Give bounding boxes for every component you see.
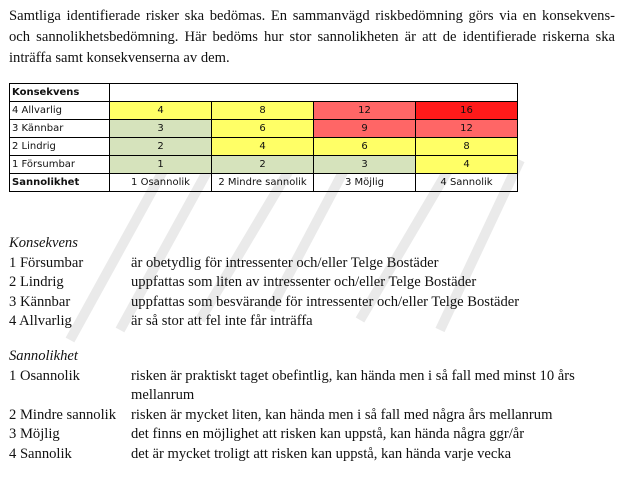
matrix-cell: 3 xyxy=(314,156,416,174)
definition-term: 4 Sannolik xyxy=(9,445,72,462)
konsekvens-section xyxy=(9,234,611,332)
matrix-cell: 3 xyxy=(110,120,212,138)
matrix-cell: 8 xyxy=(416,138,518,156)
sannolikhet-section xyxy=(9,347,611,465)
list-item xyxy=(9,445,611,465)
matrix-cell: 4 xyxy=(212,138,314,156)
matrix-cell: 2 xyxy=(110,138,212,156)
matrix-cell: 6 xyxy=(314,138,416,156)
sannolikhet-heading: Sannolikhet xyxy=(9,348,78,364)
definition-text: är obetydlig för intressenter och/eller Telge Bostäder xyxy=(131,254,439,271)
matrix-cell: 16 xyxy=(416,102,518,120)
matrix-row xyxy=(10,156,518,174)
list-item xyxy=(9,367,611,406)
definition-term: 1 Osannolik xyxy=(9,367,80,384)
matrix-footer-label: Sannolikhet xyxy=(10,174,110,192)
definition-term: 2 Mindre sannolik xyxy=(9,406,117,423)
matrix-footer-row xyxy=(10,174,518,192)
matrix-row xyxy=(10,102,518,120)
definition-term: 3 Möjlig xyxy=(9,426,60,443)
risk-matrix-table xyxy=(9,83,518,192)
probability-label: 2 Mindre sannolik xyxy=(212,174,314,192)
definition-text: det är mycket troligt att risken kan uppstå, kan hända varje vecka xyxy=(131,445,512,462)
definition-term: 1 Försumbar xyxy=(9,254,84,271)
matrix-cell: 6 xyxy=(212,120,314,138)
list-item xyxy=(9,273,611,293)
matrix-cell: 9 xyxy=(314,120,416,138)
list-item xyxy=(9,293,611,313)
definition-term: 2 Lindrig xyxy=(9,274,64,291)
matrix-cell: 2 xyxy=(212,156,314,174)
matrix-row xyxy=(10,138,518,156)
matrix-row-label: 1 Försumbar xyxy=(10,156,110,174)
matrix-cell: 12 xyxy=(416,120,518,138)
matrix-cell: 4 xyxy=(416,156,518,174)
definition-term: 3 Kännbar xyxy=(9,293,71,310)
definition-text: är så stor att fel inte får inträffa xyxy=(131,313,313,330)
matrix-cell: 8 xyxy=(212,102,314,120)
list-item xyxy=(9,425,611,445)
intro-paragraph: Samtliga identifierade risker ska bedömas. En sammanvägd riskbedömning görs via en konsekvens- och sannolikhetsbedömning. Här bedöms hur stor sannolikheten är att de identifierade riskerna ska inträffa samt konsekvenserna av dem. xyxy=(9,8,615,66)
definition-text: risken är mycket liten, kan hända men i så fall med några års mellanrum xyxy=(131,406,553,423)
matrix-row xyxy=(10,120,518,138)
matrix-cell: 4 xyxy=(110,102,212,120)
definition-term: 4 Allvarlig xyxy=(9,313,72,330)
konsekvens-heading: Konsekvens xyxy=(9,235,78,251)
matrix-row-label: 2 Lindrig xyxy=(10,138,110,156)
probability-label: 1 Osannolik xyxy=(110,174,212,192)
definition-text: det finns en möjlighet att risken kan uppstå, kan hända några ggr/år xyxy=(131,426,525,443)
matrix-header-row xyxy=(10,84,518,102)
list-item xyxy=(9,312,611,332)
definition-text: risken är praktiskt taget obefintlig, kan hända men i så fall med minst 10 års mellanrum xyxy=(131,367,575,404)
definition-text: uppfattas som liten av intressenter och/eller Telge Bostäder xyxy=(131,274,477,291)
list-item xyxy=(9,406,611,426)
probability-label: 4 Sannolik xyxy=(416,174,518,192)
definition-text: uppfattas som besvärande för intressenter och/eller Telge Bostäder xyxy=(131,293,520,310)
matrix-cell: 12 xyxy=(314,102,416,120)
list-item xyxy=(9,254,611,274)
matrix-row-label: 3 Kännbar xyxy=(10,120,110,138)
matrix-header-label: Konsekvens xyxy=(10,84,110,102)
matrix-cell: 1 xyxy=(110,156,212,174)
matrix-row-label: 4 Allvarlig xyxy=(10,102,110,120)
probability-label: 3 Möjlig xyxy=(314,174,416,192)
